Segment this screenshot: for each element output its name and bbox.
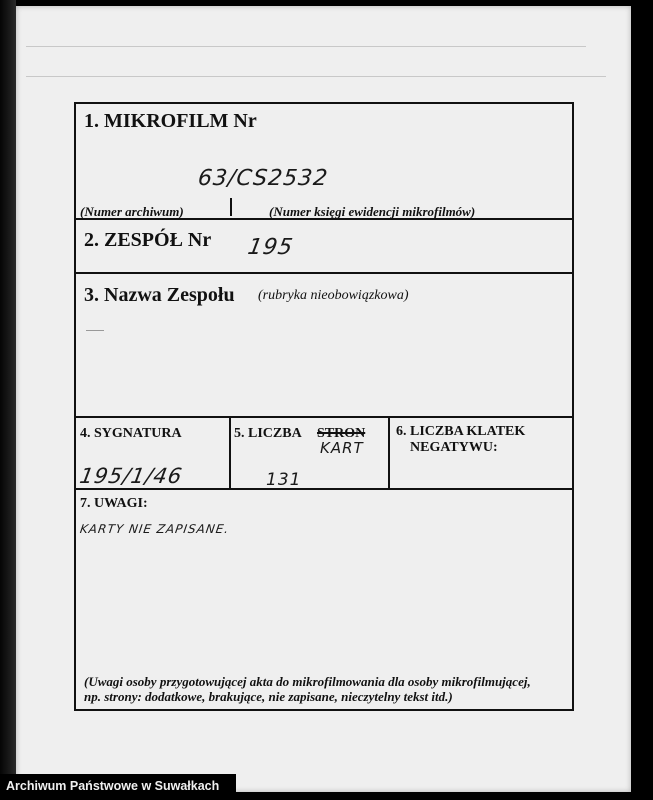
column-divider	[388, 416, 390, 488]
faint-rule	[26, 76, 606, 77]
section7-instructions-line1: (Uwagi osoby przygotowującej akta do mikrofilmowania dla osoby mikrofilmującej,	[84, 674, 531, 689]
section7-title: 7. UWAGI:	[80, 496, 148, 511]
section3-note: (rubryka nieobowiązkowa)	[258, 288, 409, 303]
document-page	[16, 6, 631, 792]
label-divider	[230, 198, 232, 216]
row-divider	[76, 272, 572, 274]
section6-title-line2: NEGATYWU:	[410, 440, 498, 455]
section1-title: 1. MIKROFILM Nr	[84, 110, 257, 132]
row-divider	[76, 416, 572, 418]
archive-number-label: (Numer archiwum)	[80, 204, 184, 219]
stray-mark	[86, 330, 104, 331]
remarks-handwritten: KARTY NIE ZAPISANE.	[79, 522, 231, 536]
section3-title: 3. Nazwa Zespołu	[84, 284, 235, 306]
section2-title: 2. ZESPÓŁ Nr	[84, 229, 212, 251]
register-number-label: (Numer księgi ewidencji mikrofilmów)	[269, 204, 476, 219]
archive-watermark-bar	[0, 774, 236, 800]
scan-edge	[0, 0, 16, 800]
signature-handwritten: 195/1/46	[77, 464, 185, 488]
section6-title-line1: 6. LICZBA KLATEK	[396, 424, 526, 439]
row-divider	[76, 218, 572, 220]
section5-handwritten-word: KART	[320, 439, 364, 457]
archive-watermark: Archiwum Państwowe w Suwałkach	[6, 779, 220, 793]
column-divider	[229, 416, 231, 488]
section5-title: 5. LICZBA	[234, 426, 302, 441]
page-count-handwritten: 131	[266, 470, 302, 490]
section4-title: 4. SYGNATURA	[80, 426, 182, 441]
row-divider	[76, 488, 572, 490]
microfilm-number-handwritten: 63/CS2532	[196, 166, 330, 191]
section7-instructions-line2: np. strony: dodatkowe, brakujące, nie zapisane, nieczytelny tekst itd.)	[84, 689, 453, 704]
microfilm-form	[74, 102, 574, 711]
faint-rule	[26, 46, 586, 47]
section5-struck-word: STRON	[317, 426, 366, 441]
group-number-handwritten: 195	[245, 235, 296, 260]
